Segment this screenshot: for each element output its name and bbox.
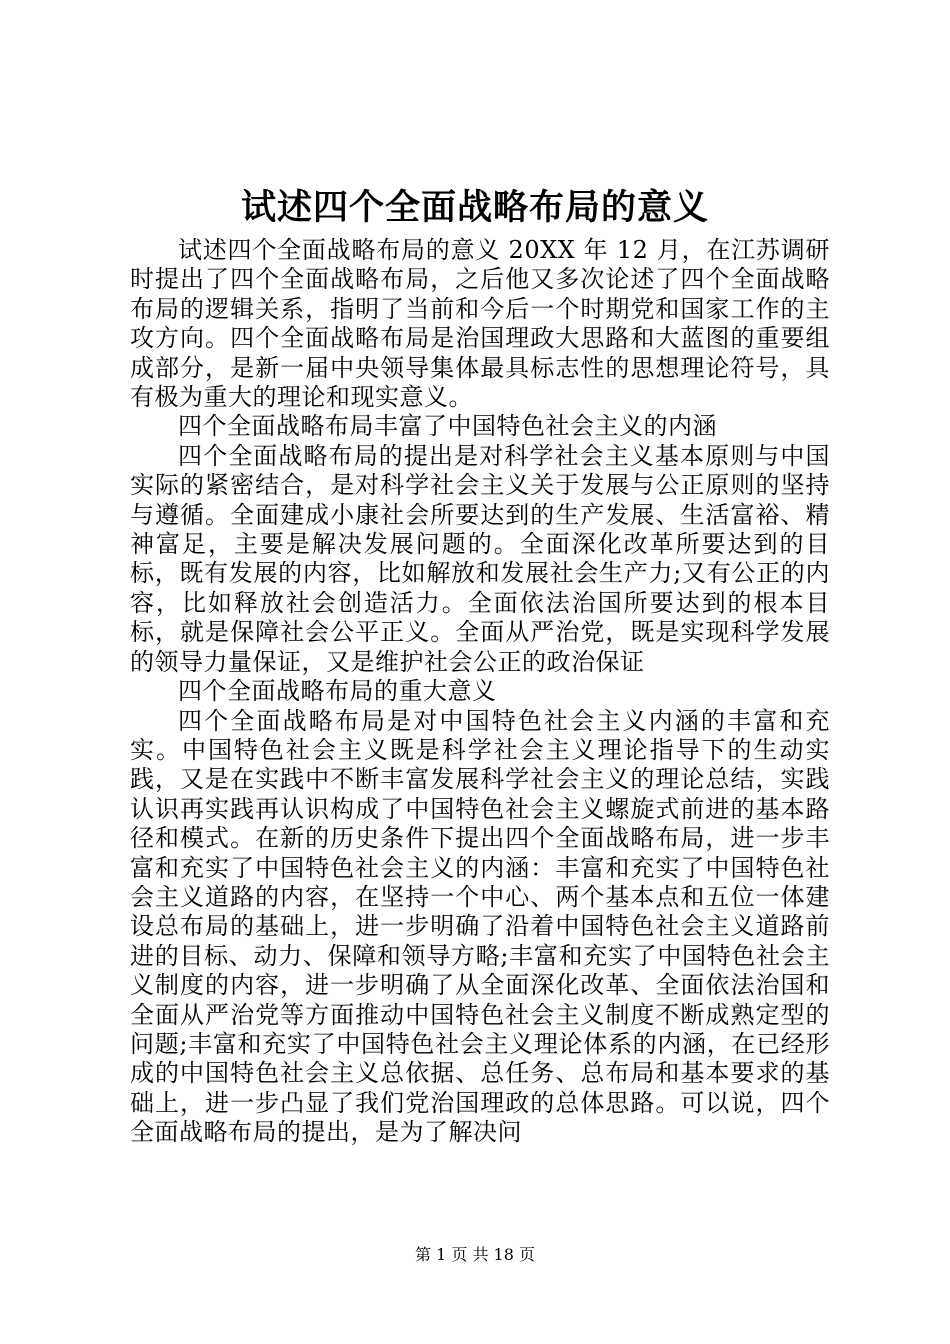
- section-paragraph-2: 四个全面战略布局是对中国特色社会主义内涵的丰富和充实。中国特色社会主义既是科学社会主义理论指导下的生动实践，又是在实践中不断丰富发展科学社会主义的理论总结，实践认识再实践再认识构成了中国特色社会主义螺旋式前进的基本路径和模式。在新的历史条件下提出四个全面战略布局，进一步丰富和充实了中国特色社会主义的内涵：丰富和充实了中国特色社会主义道路的内容，在坚持一个中心、两个基本点和五位一体建设总布局的基础上，进一步明确了沿着中国特色社会主义道路前进的目标、动力、保障和领导方略;丰富和充实了中国特色社会主义制度的内容，进一步明确了从全面深化改革、全面依法治国和全面从严治党等方面推动中国特色社会主义制度不断成熟定型的问题;丰富和充实了中国特色社会主义理论体系的内涵，在已经形成的中国特色社会主义总依据、总任务、总布局和基本要求的基础上，进一步凸显了我们党治国理政的总体思路。可以说，四个全面战略布局的提出，是为了解决问: [130, 706, 830, 1147]
- document-title: 试述四个全面战略布局的意义: [240, 187, 709, 228]
- section-heading-2: 四个全面战略布局的重大意义: [178, 677, 497, 706]
- page-footer: 第 1 页 共 18 页: [415, 1245, 535, 1264]
- document-body: [130, 236, 830, 1148]
- section-paragraph-1: 四个全面战略布局的提出是对科学社会主义基本原则与中国实际的紧密结合，是对科学社会主义关于发展与公正原则的坚持与遵循。全面建成小康社会所要达到的生产发展、生活富裕、精神富足，主要是解决发展问题的。全面深化改革所要达到的目标，既有发展的内容，比如解放和发展社会生产力;又有公正的内容，比如释放社会创造活力。全面依法治国所要达到的根本目标，就是保障社会公平正义。全面从严治党，既是实现科学发展的领导力量保证，又是维护社会公正的政治保证: [130, 441, 830, 676]
- section-heading-1: 四个全面战略布局丰富了中国特色社会主义的内涵: [178, 412, 717, 441]
- intro-paragraph: 试述四个全面战略布局的意义 20XX 年 12 月，在江苏调研时提出了四个全面战略布局，之后他又多次论述了四个全面战略布局的逻辑关系，指明了当前和今后一个时期党和国家工作的主攻方向。四个全面战略布局是治国理政大思路和大蓝图的重要组成部分，是新一届中央领导集体最具标志性的思想理论符号，具有极为重大的理论和现实意义。: [130, 236, 830, 412]
